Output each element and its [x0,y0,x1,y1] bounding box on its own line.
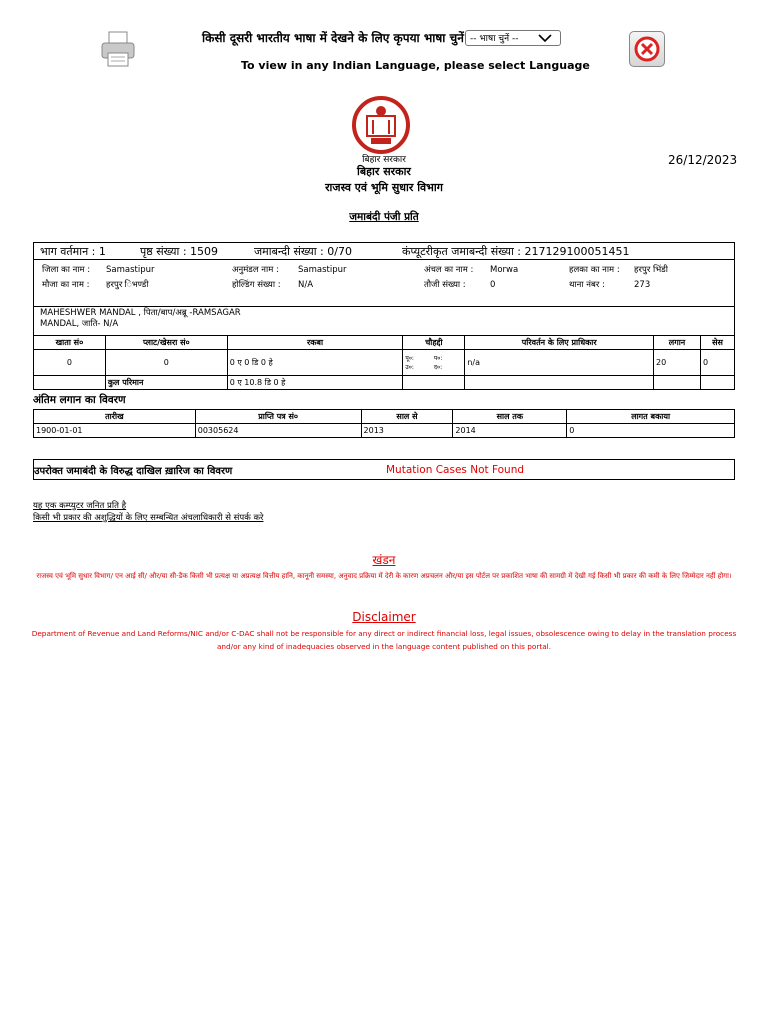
header-lagan: लगान [654,336,701,350]
bhag: भाग वर्तमान : 1 [40,245,106,258]
english-disclaimer-text: Department of Revenue and Land Reforms/NIC and/or C-DAC shall not be responsible for any direct or indirect financial loss, legal issues, obsolescence owing to delay in the translation process and/or any kind of inadequacies observed in the language content published on this portal. [31,629,737,651]
header-year-from: साल से [361,410,453,424]
rent-date: 1900-01-01 [34,424,196,438]
chevron-down-icon [538,33,552,49]
header-date: तारीख [34,410,196,424]
halka-label: हलका का नाम : [569,265,620,275]
department-name: राजस्व एवं भूमि सुधार विभाग [325,181,443,194]
thana-value: 273 [634,280,651,290]
printer-icon[interactable] [100,30,136,68]
chauhaddi-east: पू०: [405,354,414,362]
last-rent-header [34,410,735,424]
header-receipt: प्राप्ति पत्र सं० [195,410,361,424]
english-disclaimer-title: Disclaimer [352,610,416,624]
plot-value: 0 [105,350,227,376]
header-chauhaddi: चौहद्दी [403,336,465,350]
total-row [34,376,735,390]
hindi-disclaimer-title: खंडन [372,553,396,567]
document-date: 26/12/2023 [668,153,738,167]
government-name: बिहार सरकार [357,165,411,178]
rent-year-from: 2013 [361,424,453,438]
owner-box [33,306,735,336]
khata-value: 0 [34,350,106,376]
total-rakba: 0 ए 10.8 डि 0 हे [227,376,403,390]
district-value: Samastipur [106,265,155,275]
thana-label: थाना नंबर : [569,280,605,290]
rent-arrears: 0 [567,424,735,438]
table-row [34,350,735,376]
chauhaddi-cell [403,350,465,376]
authority-value: n/a [465,350,654,376]
header-plot: प्लाट/खेसरा सं० [105,336,227,350]
chauhaddi-north: उ०: [405,363,414,371]
land-table [33,335,735,390]
mutation-status: Mutation Cases Not Found [386,464,525,476]
table-row [34,424,735,438]
bihar-emblem-icon [349,96,413,154]
subdivision-value: Samastipur [298,265,347,275]
computerized-number: कंप्यूटरीकृत जमाबन्दी संख्या : 217129100051451 [402,245,630,258]
hindi-disclaimer-text: राजस्व एवं भूमि सुधार विभाग/ एन आई सी/ और/या सी-डैक किसी भी प्रत्यक्ष या अप्रत्यक्ष वित्तीय हानि, कानूनी समस्या, अनुवाद प्रक्रिया में देरी के कारण अप्रचलन और/या इस पोर्टल पर प्रकाशित भाषा की सामग्री में देखी गई किसी भी प्रकार की कमी के लिए जिम्मेदार नहीं होगा। [36,572,732,580]
circle-label: अंचल का नाम : [424,265,474,275]
halka-value: हरपुर भिंडी [634,265,668,275]
holding-value: N/A [298,280,314,290]
holding-label: होल्डिंग संख्या : [232,280,281,290]
header-arrears: लागत बकाया [567,410,735,424]
header-khata: खाता सं० [34,336,106,350]
owner-line-2: MANDAL, जाति- N/A [40,319,119,329]
header-rakba: रकबा [227,336,403,350]
mutation-box [33,459,735,480]
mauza-value: हरपुर िभण्डी [106,280,149,290]
circle-value: Morwa [490,265,519,275]
header-authority: परिवर्तन के लिए प्राधिकार [465,336,654,350]
jamabandi-number: जमाबन्दी संख्या : 0/70 [254,245,352,258]
subdivision-label: अनुमंडल नाम : [232,265,279,275]
ses-value: 0 [700,350,734,376]
language-select[interactable] [465,30,561,46]
emblem-caption: बिहार सरकार [362,155,406,165]
language-select-value: -- भाषा चुनें -- [470,34,519,44]
owner-line-1: MAHESHWER MANDAL , पिता/बाप/अब्रू -RAMSAGAR [40,308,241,318]
rent-year-to: 2014 [453,424,567,438]
lagan-value: 20 [654,350,701,376]
last-rent-table [33,409,735,438]
rakba-value: 0 ए 0 डि 0 हे [227,350,403,376]
rent-receipt: 00305624 [195,424,361,438]
language-prompt-hindi: किसी दूसरी भारतीय भाषा में देखने के लिए कृपया भाषा चुनें [202,31,464,45]
close-button[interactable] [629,31,665,67]
district-label: जिला का नाम : [42,265,91,275]
language-prompt-english: To view in any Indian Language, please select Language [241,59,590,72]
header-ses: सेस [700,336,734,350]
document-title: जमाबंदी पंजी प्रति [349,211,419,223]
last-rent-title: अंतिम लगान का विवरण [33,394,126,406]
header-year-to: साल तक [453,410,567,424]
summary-box [33,242,735,307]
tauzi-value: 0 [490,280,496,290]
mutation-label: उपरोक्त जमाबंदी के विरुद्ध दाखिल ख़ारिज का विवरण [34,466,233,477]
close-icon [630,32,664,66]
mauza-label: मौजा का नाम : [42,280,90,290]
page-number: पृष्ठ संख्या : 1509 [140,245,219,258]
chauhaddi-west: प०: [433,354,443,362]
chauhaddi-south: द०: [433,363,443,371]
tauzi-label: तौजी संख्या : [424,280,466,290]
contact-note: किसी भी प्रकार की अशुद्धियों के लिए सम्बन्धित अंचलाधिकारी से संपर्क करे [33,513,264,523]
land-table-header [34,336,735,350]
computer-generated-note: यह एक कम्प्युटर जनित प्रति है [33,501,127,511]
total-label: कुल परिमान [105,376,227,390]
